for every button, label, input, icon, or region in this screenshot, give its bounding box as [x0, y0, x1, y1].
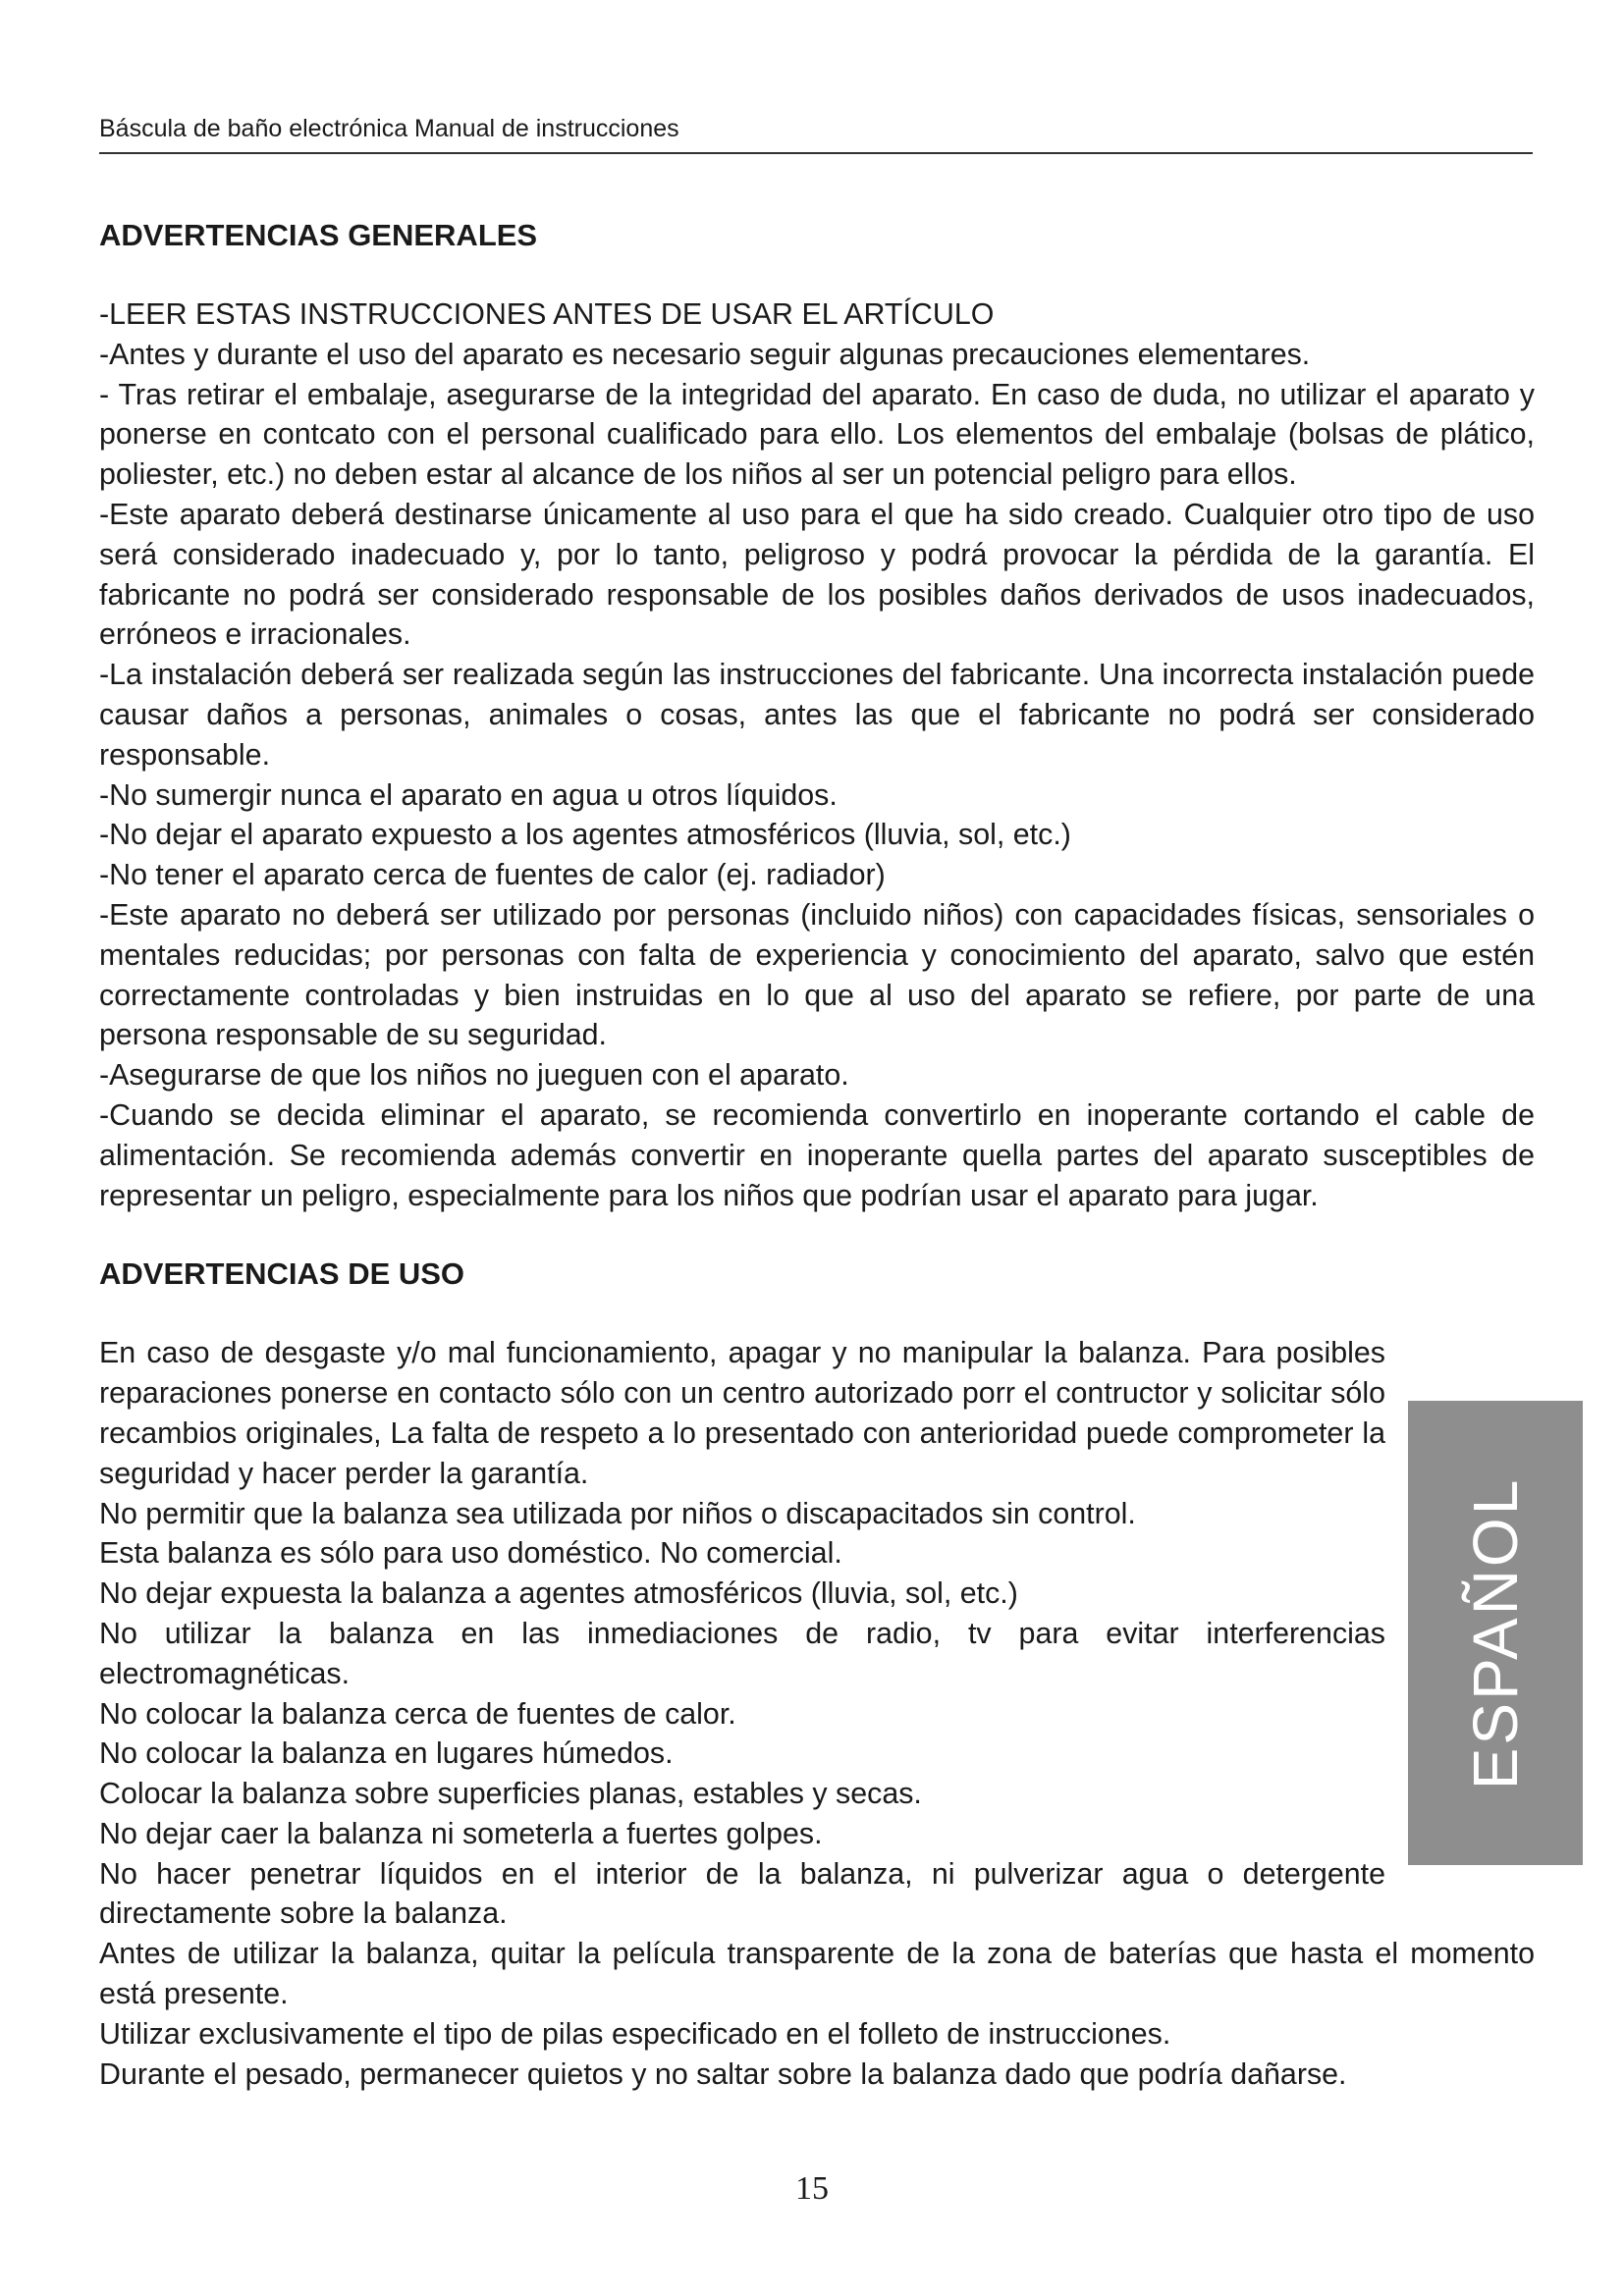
paragraph: No dejar caer la balanza ni someterla a fuertes golpes.: [99, 1816, 823, 1850]
paragraph: Antes de utilizar la balanza, quitar la película transparente de la zona de baterías que hasta el momento está presente.: [99, 1937, 1535, 2011]
paragraph: -Asegurarse de que los niños no jueguen con el aparato.: [99, 1058, 849, 1093]
language-tab-label: ESPAÑOL: [1460, 1476, 1531, 1789]
paragraph: No utilizar la balanza en las inmediaciones de radio, tv para evitar interferencias electromagnéticas.: [99, 1616, 1385, 1690]
paragraph: -No tener el aparato cerca de fuentes de calor (ej. radiador): [99, 858, 886, 892]
paragraph: - Tras retirar el embalaje, asegurarse de la integridad del aparato. En caso de duda, no utilizar el aparato y ponerse en contcato con el personal cualificado para ello. Los elementos del embalaje (bolsas de plático, poliester, etc.) no deben estar al alcance de los niños al ser un potencial peligro para ellos.: [99, 377, 1535, 492]
paragraph: -No dejar el aparato expuesto a los agentes atmosféricos (lluvia, sol, etc.): [99, 818, 1071, 852]
page-number: 15: [795, 2170, 829, 2207]
paragraph: -No sumergir nunca el aparato en agua u otros líquidos.: [99, 777, 838, 812]
running-header: [99, 114, 1533, 154]
paragraph: Colocar la balanza sobre superficies planas, estables y secas.: [99, 1777, 922, 1811]
paragraph: -LEER ESTAS INSTRUCCIONES ANTES DE USAR EL ARTÍCULO: [99, 297, 995, 331]
paragraph: -Cuando se decida eliminar el aparato, se recomienda convertirlo en inoperante cortando el cable de alimentación. Se recomienda además convertir en inoperante quella partes del aparato susceptibles de representar un peligro, especialmente para los niños que podrían usar el aparato para jugar.: [99, 1097, 1535, 1212]
paragraph: -Antes y durante el uso del aparato es necesario seguir algunas precauciones elementares.: [99, 337, 1311, 371]
section-title-general: ADVERTENCIAS GENERALES: [99, 218, 538, 252]
section-usage-warnings: [99, 1255, 1535, 2094]
paragraph: -Este aparato no deberá ser utilizado por personas (incluido niños) con capacidades físicas, sensoriales o mentales reducidas; por personas con falta de experiencia y conocimiento del aparato, salvo que estén correctamente controladas y bien instruidas en lo que al uso del aparato se refiere, por parte de una persona responsable de su seguridad.: [99, 897, 1535, 1052]
language-tab: [1408, 1401, 1583, 1865]
paragraph: No permitir que la balanza sea utilizada por niños o discapacitados sin control.: [99, 1496, 1136, 1530]
paragraph: -Este aparato deberá destinarse únicamente al uso para el que ha sido creado. Cualquier otro tipo de uso será considerado inadecuado y, por lo tanto, peligroso y podrá provocar la pérdida de la garantía. El fabricante no podrá ser considerado responsable de los posibles daños derivados de usos inadecuados, erróneos e irracionales.: [99, 497, 1535, 652]
section-general-warnings: [99, 216, 1535, 1215]
paragraph: Utilizar exclusivamente el tipo de pilas especificado en el folleto de instrucciones.: [99, 2016, 1171, 2051]
paragraph: No hacer penetrar líquidos en el interior de la balanza, ni pulverizar agua o detergente directamente sobre la balanza.: [99, 1856, 1385, 1931]
page-content: [99, 216, 1535, 2094]
paragraph: Esta balanza es sólo para uso doméstico. No comercial.: [99, 1536, 842, 1571]
paragraph: Durante el pesado, permanecer quietos y no saltar sobre la balanza dado que podría dañarse.: [99, 2056, 1347, 2091]
header-title: Báscula de baño electrónica Manual de instrucciones: [99, 115, 679, 142]
section-title-usage: ADVERTENCIAS DE USO: [99, 1256, 465, 1292]
paragraph: No dejar expuesta la balanza a agentes atmosféricos (lluvia, sol, etc.): [99, 1576, 1018, 1611]
paragraph: No colocar la balanza cerca de fuentes de calor.: [99, 1696, 736, 1731]
paragraph: En caso de desgaste y/o mal funcionamiento, apagar y no manipular la balanza. Para posibles reparaciones ponerse en contacto sólo con un centro autorizado porr el contructor y solicitar sólo recambios originales, La falta de respeto a lo presentado con anterioridad puede comprometer la seguridad y hacer perder la garantía.: [99, 1336, 1385, 1490]
paragraph: No colocar la balanza en lugares húmedos.: [99, 1736, 674, 1771]
paragraph: -La instalación deberá ser realizada según las instrucciones del fabricante. Una incorrecta instalación puede causar daños a personas, animales o cosas, antes las que el fabricante no podrá ser considerado responsable.: [99, 658, 1535, 772]
